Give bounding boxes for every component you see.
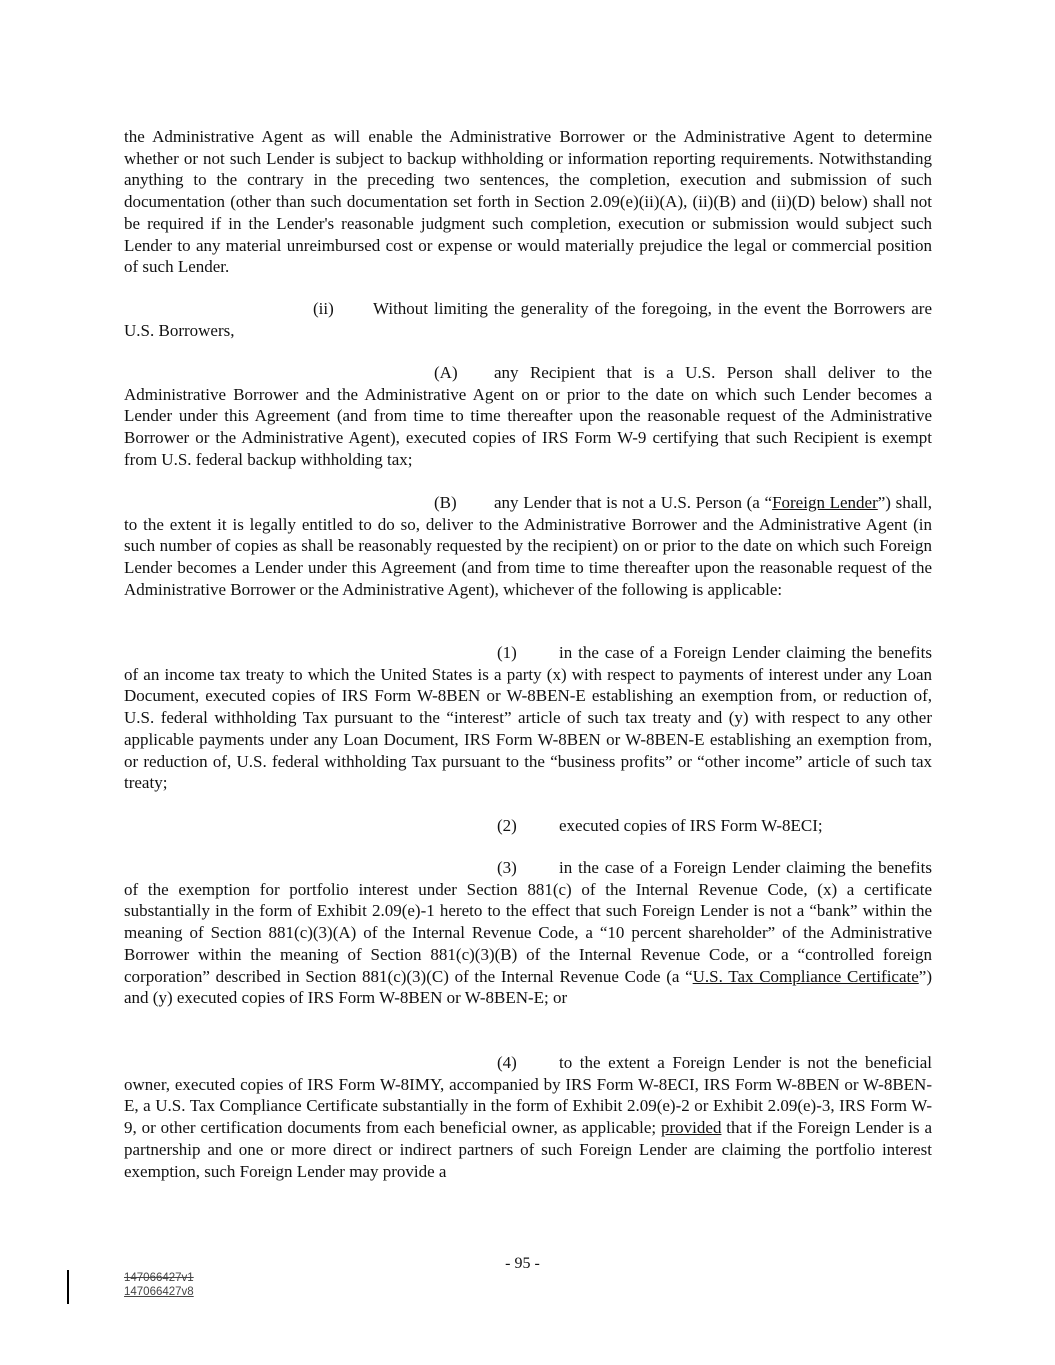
paragraph-text: ”) and (y) executed copies of IRS Form W-8BEN or W-8BEN-E; or <box>124 966 933 1008</box>
clause-label: (2) <box>497 816 517 835</box>
paragraph-text: any Recipient that is a U.S. Person shall deliver to the Administrative Borrower and the Administrative Agent on or prior to the date on which such Lender becomes a Lender under this Agreement (and from time to time thereafter upon the reasonable request of the Administrative Borrower or the Administrative Agent), executed copies of IRS Form W-9 certifying that such Recipient is exempt from U.S. federal backup withholding tax; <box>124 363 932 469</box>
paragraph-3 <box>124 857 932 1009</box>
defined-term-foreign-lender: Foreign Lender <box>772 493 878 512</box>
page-number: - 95 - <box>505 1255 540 1272</box>
paragraph-text: the Administrative Agent as will enable the Administrative Borrower or the Administrative Agent to determine whether or not such Lender is subject to backup withholding or information reporting requirements. Notwithstanding anything to the contrary in the preceding two sentences, the completion, execution and submission of such documentation (other than such documentation set forth in Section 2.09(e)(ii)(A), (ii)(B) and (ii)(D) below) shall not be required if in the Lender's reasonable judgment such completion, execution or submission would subject such Lender to any material unreimbursed cost or expense or would materially prejudice the legal or commercial position of such Lender. <box>124 127 932 277</box>
paragraph-text: in the case of a Foreign Lender claiming the benefits of an income tax treaty to which the United States is a party (x) with respect to payments of interest under any Loan Document, executed copies of IRS Form W-8BEN or W-8BEN-E establishing an exemption from, or reduction of, U.S. federal withholding Tax pursuant to the “interest” article of such tax treaty and (y) with respect to any other applicable payments under any Loan Document, IRS Form W-8BEN or W-8BEN-E establishing an exemption from, or reduction of, U.S. federal withholding Tax pursuant to the “business profits” or “other income” article of such tax treaty; <box>124 643 932 793</box>
paragraph-2 <box>124 815 932 837</box>
paragraph-text: Without limiting the generality of the foregoing, in the event the Borrowers are U.S. Borrowers, <box>124 299 932 340</box>
document-id-new: 147066427v8 <box>124 1286 194 1298</box>
document-id-old: 147066427v1 <box>124 1272 194 1284</box>
proviso-term: provided <box>661 1118 722 1138</box>
paragraph-ii <box>124 298 932 341</box>
change-bar <box>67 1270 69 1304</box>
paragraph-text: ”) shall, to the extent it is legally entitled to do so, deliver to the Administrative Borrower and the Administrative Agent (in such number of copies as shall be reasonably requested by the recipient) on or prior to the date on which such Foreign Lender becomes a Lender under this Agreement (and from time to time thereafter upon the reasonable request of the Administrative Borrower or the Administrative Agent), whichever of the following is applicable: <box>124 493 932 599</box>
defined-term-tax-compliance-certificate: U.S. Tax Compliance Certificate <box>692 966 919 986</box>
paragraph-4 <box>124 1052 932 1182</box>
document-id-block <box>124 1271 194 1299</box>
paragraph-A <box>124 362 932 471</box>
clause-label: (3) <box>497 858 517 877</box>
paragraph-1 <box>124 642 932 794</box>
paragraph-text: executed copies of IRS Form W-8ECI; <box>559 816 823 835</box>
paragraph-text: to the extent a Foreign Lender is not the beneficial owner, executed copies of IRS Form W-8IMY, accompanied by IRS Form W-8ECI, IRS Form W-8BEN or W-8BEN-E, a U.S. Tax Compliance Certificate substantially in the form of Exhibit 2.09(e)-2 or Exhibit 2.09(e)-3, IRS Form W-9, or other certification documents from each beneficial owner, as applicable; <box>124 1053 932 1138</box>
paragraph-B <box>124 492 932 601</box>
paragraph-continuation <box>124 126 932 278</box>
clause-label: (1) <box>497 643 517 662</box>
paragraph-text: in the case of a Foreign Lender claiming the benefits of the exemption for portfolio interest under Section 881(c) of the Internal Revenue Code, (x) a certificate substantially in the form of Exhibit 2.09(e)-1 hereto to the effect that such Foreign Lender is not a “bank” within the meaning of Section 881(c)(3)(A) of the Internal Revenue Code, a “10 percent shareholder” of the Administrative Borrower within the meaning of Section 881(c)(3)(B) of the Internal Revenue Code, or a “controlled foreign corporation” described in Section 881(c)(3)(C) of the Internal Revenue Code (a “ <box>124 858 932 986</box>
paragraph-text: that if the Foreign Lender is a partnership and one or more direct or indirect partners of such Foreign Lender are claiming the portfolio interest exemption, such Foreign Lender may provide a <box>124 1118 932 1181</box>
paragraph-text: any Lender that is not a U.S. Person (a “ <box>494 493 773 512</box>
clause-label: (4) <box>497 1053 517 1072</box>
clause-label: (A) <box>434 363 458 382</box>
clause-label: (ii) <box>313 299 334 318</box>
clause-label: (B) <box>434 493 457 512</box>
